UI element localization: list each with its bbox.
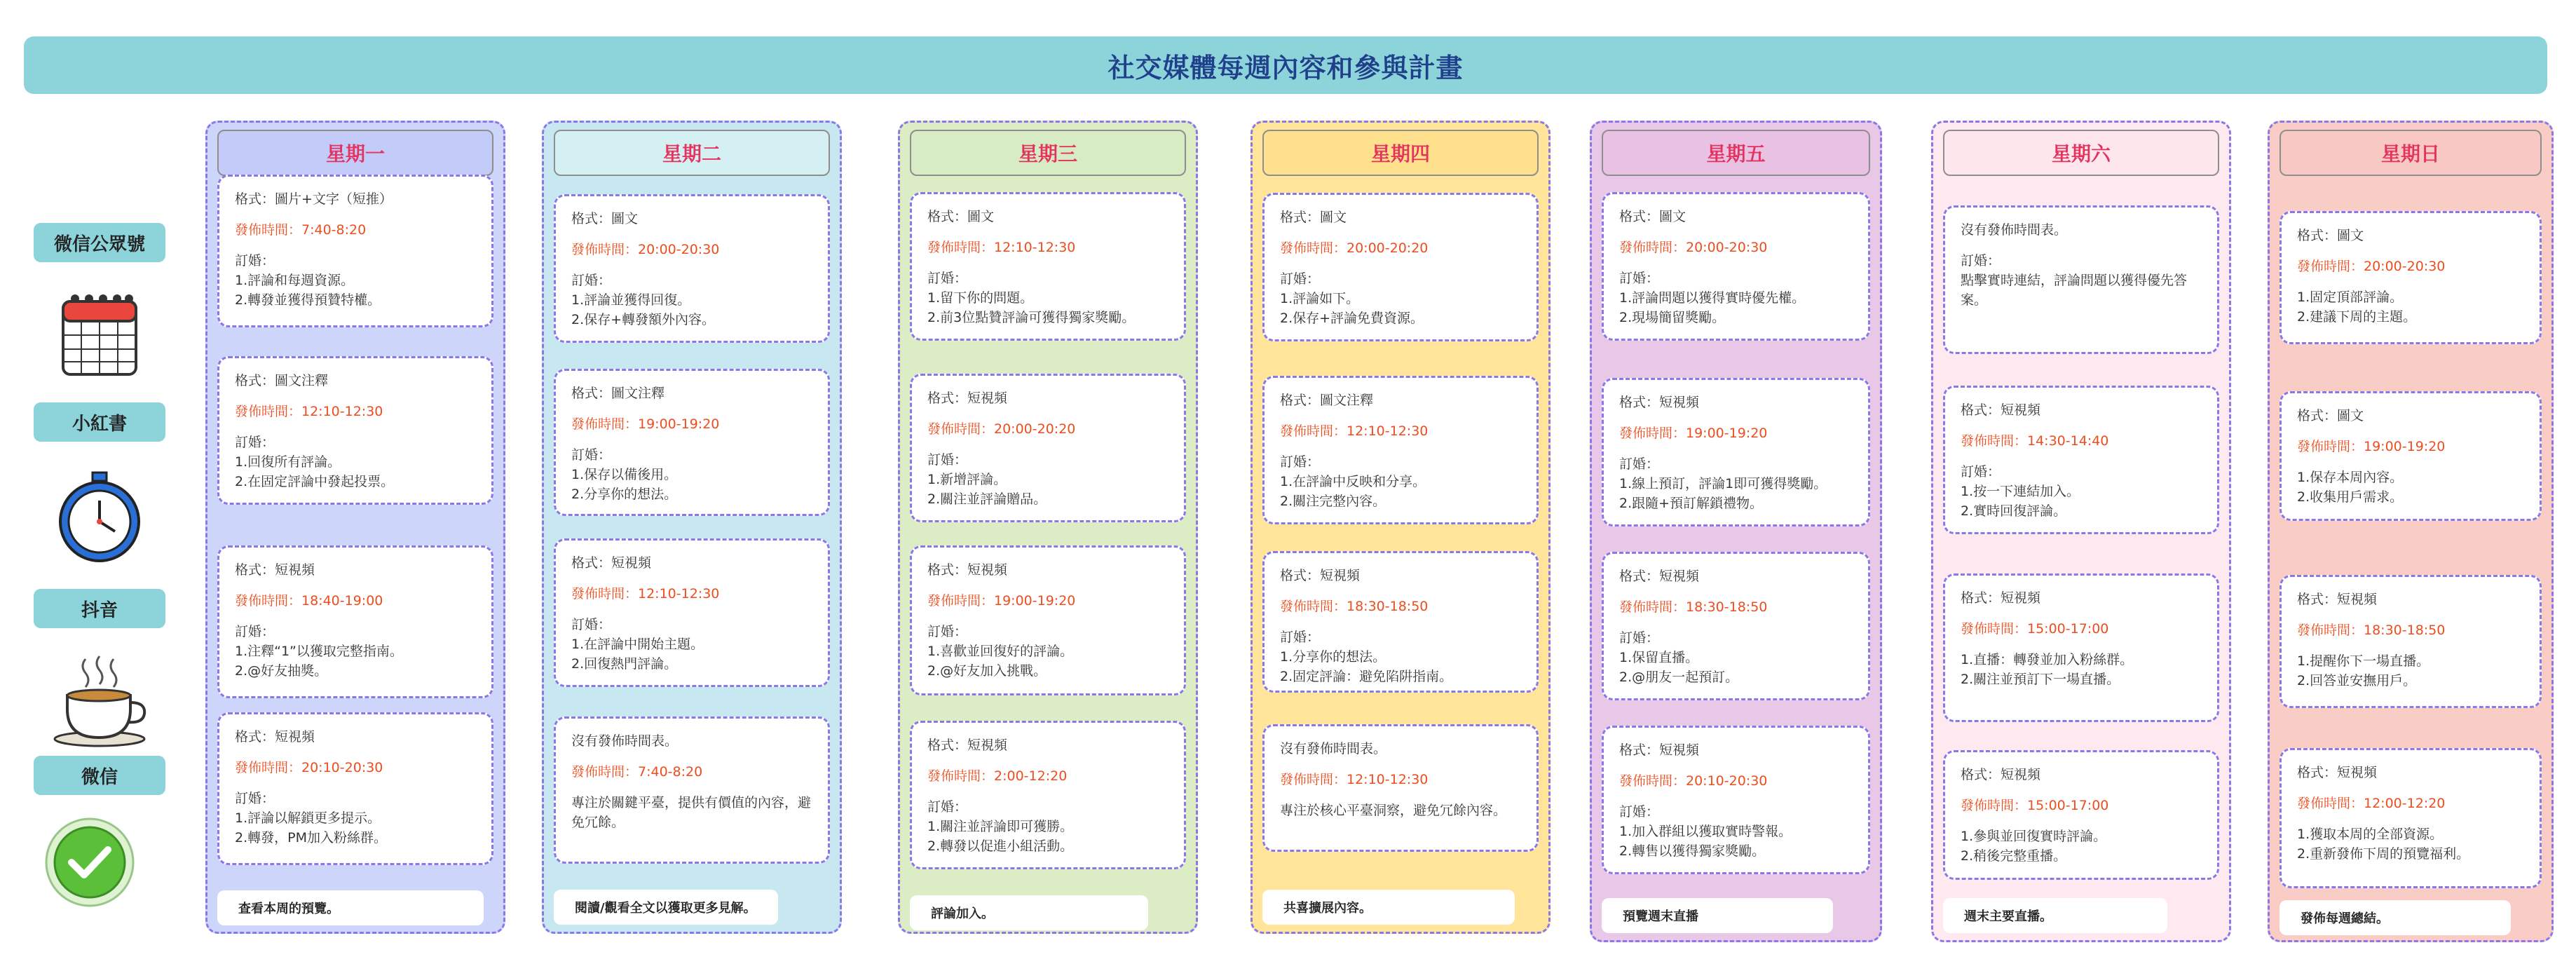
card-format: 格式：圖文注釋: [571, 386, 665, 401]
card-engagement-text: 訂婚： 1.新增評論。 2.關注並評論贈品。: [927, 452, 1047, 507]
schedule-card: [1943, 386, 2219, 534]
card-post-time: 發佈時間：18:30-18:50: [2297, 623, 2446, 638]
card-format: 格式：短視頻: [1619, 395, 1700, 410]
day-footer-note: 發佈每週總結。: [2279, 900, 2511, 935]
card-engagement-text: 專注於核心平臺洞察，避免冗餘內容。: [1280, 803, 1507, 818]
day-header: 星期一: [217, 130, 493, 176]
card-format: 格式：短視頻: [927, 562, 1008, 578]
card-post-time: 發佈時間：12:10-12:30: [927, 240, 1076, 255]
card-engagement-text: 1.固定頂部評論。 2.建議下周的主題。: [2297, 290, 2417, 325]
stopwatch-icon: [43, 470, 156, 568]
card-engagement-text: 專注於關鍵平臺，提供有價值的內容，避免冗餘。: [571, 795, 812, 830]
calendar-icon: [43, 286, 156, 384]
card-post-time: 發佈時間：14:30-14:40: [1961, 433, 2109, 449]
card-post-time: 發佈時間：12:10-12:30: [571, 586, 720, 602]
card-post-time: 發佈時間：20:00-20:30: [1619, 240, 1768, 255]
card-post-time: 發佈時間：15:00-17:00: [1961, 621, 2109, 637]
card-format: 格式：短視頻: [2297, 765, 2378, 780]
day-header: 星期四: [1262, 130, 1539, 176]
card-post-time: 發佈時間：20:00-20:30: [2297, 259, 2446, 274]
card-engagement-text: 訂婚： 1.線上預訂，評論1即可獲得獎勵。 2.跟隨+預訂解鎖禮物。: [1619, 456, 1827, 511]
schedule-card: [217, 545, 493, 698]
schedule-card: [1943, 205, 2219, 354]
card-format: 格式：短視頻: [927, 390, 1008, 406]
day-header: 星期六: [1943, 130, 2219, 176]
card-engagement-text: 訂婚： 點擊實時連結，評論問題以獲得優先答案。: [1961, 253, 2188, 308]
card-post-time: 發佈時間：20:00-20:20: [1280, 240, 1429, 256]
day-header: 星期三: [910, 130, 1186, 176]
day-header: 星期五: [1602, 130, 1870, 176]
card-format: 格式：圖片+文字（短推）: [235, 191, 393, 207]
schedule-card: [910, 192, 1186, 341]
card-post-time: 發佈時間：7:40-8:20: [571, 764, 703, 780]
schedule-card: [554, 716, 830, 864]
schedule-card: [1262, 193, 1539, 341]
card-engagement-text: 1.保存本周內容。 2.收集用戶需求。: [2297, 470, 2404, 505]
day-column-mon: [205, 121, 505, 934]
day-footer-note: 評論加入。: [910, 895, 1148, 930]
schedule-card: [1602, 192, 1870, 341]
card-post-time: 發佈時間：19:00-19:20: [1619, 426, 1768, 441]
card-post-time: 發佈時間：12:10-12:30: [1280, 772, 1429, 787]
card-post-time: 發佈時間：19:00-19:20: [571, 416, 720, 432]
card-format: 格式：短視頻: [1619, 569, 1700, 584]
schedule-card: [554, 538, 830, 687]
schedule-card: [554, 369, 830, 516]
page-title-bar: [24, 36, 2547, 94]
card-post-time: 發佈時間：12:10-12:30: [1280, 423, 1429, 439]
card-post-time: 發佈時間：19:00-19:20: [927, 593, 1076, 609]
card-format: 格式：短視頻: [1280, 568, 1361, 583]
card-format: 格式：圖文: [2297, 228, 2364, 243]
day-column-thu: [1250, 121, 1551, 934]
card-format: 格式：短視頻: [927, 738, 1008, 753]
schedule-card: [217, 175, 493, 327]
card-engagement-text: 訂婚： 1.按一下連結加入。 2.實時回復評論。: [1961, 464, 2080, 519]
card-post-time: 發佈時間：18:30-18:50: [1619, 599, 1768, 615]
card-engagement-text: 1.直播：轉發並加入粉絲群。 2.關注並預訂下一場直播。: [1961, 652, 2134, 687]
card-engagement-text: 1.參與並回復實時評論。 2.稍後完整重播。: [1961, 829, 2107, 864]
card-format: 格式：短視頻: [235, 729, 315, 745]
card-post-time: 發佈時間：2:00-12:20: [927, 768, 1068, 784]
card-post-time: 發佈時間：20:10-20:30: [1619, 773, 1768, 789]
card-engagement-text: 訂婚： 1.在評論中反映和分享。 2.關注完整內容。: [1280, 454, 1426, 509]
platform-label-wechat: 微信: [34, 756, 165, 795]
card-format: 格式：圖文: [1280, 210, 1347, 225]
schedule-card: [910, 545, 1186, 695]
card-engagement-text: 1.提醒你下一場直播。 2.回答並安撫用戶。: [2297, 653, 2430, 688]
schedule-card: [910, 374, 1186, 522]
card-format: 格式：短視頻: [571, 555, 652, 571]
schedule-card: [1262, 551, 1539, 693]
card-format: 格式：圖文: [2297, 408, 2364, 423]
card-engagement-text: 訂婚： 1.喜歡並回復好的評論。 2.@好友加入挑戰。: [927, 624, 1074, 679]
platform-label-xiaohongshu: 小紅書: [34, 402, 165, 442]
card-format: 格式：圖文: [571, 211, 639, 226]
card-post-time: 發佈時間：15:00-17:00: [1961, 798, 2109, 813]
card-format: 格式：圖文: [927, 209, 995, 224]
platform-label-douyin: 抖音: [34, 589, 165, 628]
schedule-card: [217, 356, 493, 505]
checkmark-icon: [43, 813, 156, 911]
platform-label-wechat-official: 微信公眾號: [34, 223, 165, 262]
card-post-time: 發佈時間：20:10-20:30: [235, 760, 383, 775]
card-engagement-text: 訂婚： 1.注釋“1”以獲取完整指南。 2.@好友抽獎。: [235, 624, 403, 679]
card-engagement-text: 訂婚： 1.回復所有評論。 2.在固定評論中發起投票。: [235, 435, 395, 489]
schedule-card: [910, 721, 1186, 869]
day-footer-note: 預覽週末直播: [1602, 898, 1833, 933]
card-engagement-text: 訂婚： 1.評論和每週資源。 2.轉發並獲得預贊特權。: [235, 253, 381, 308]
card-format: 格式：短視頻: [2297, 592, 2378, 607]
day-column-tue: [542, 121, 842, 934]
schedule-card: [1602, 378, 1870, 527]
card-engagement-text: 訂婚： 1.在評論中開始主題。 2.回復熱門評論。: [571, 617, 704, 672]
schedule-card: [1262, 724, 1539, 852]
day-footer-note: 查看本周的預覽。: [217, 890, 484, 925]
schedule-card: [1943, 573, 2219, 722]
card-post-time: 發佈時間：12:00-12:20: [2297, 796, 2446, 811]
schedule-card: [554, 194, 830, 343]
card-engagement-text: 1.獲取本周的全部資源。 2.重新發佈下周的預覽福利。: [2297, 827, 2470, 862]
day-footer-note: 閱讀/觀看全文以獲取更多見解。: [554, 890, 778, 925]
card-format: 沒有發佈時間表。: [571, 733, 679, 749]
card-engagement-text: 訂婚： 1.保存以備後用。 2.分享你的想法。: [571, 447, 678, 502]
card-engagement-text: 訂婚： 1.保留直播。 2.@朋友一起預訂。: [1619, 630, 1739, 685]
day-column-fri: [1590, 121, 1882, 942]
day-column-sun: [2268, 121, 2554, 942]
card-format: 格式：圖文注釋: [235, 373, 329, 388]
card-post-time: 發佈時間：12:10-12:30: [235, 404, 383, 419]
schedule-card: [1602, 726, 1870, 874]
day-column-wed: [898, 121, 1198, 934]
card-post-time: 發佈時間：20:00-20:30: [571, 242, 720, 257]
day-header: 星期二: [554, 130, 830, 176]
coffee-cup-icon: [43, 652, 156, 750]
day-header: 星期日: [2279, 130, 2542, 176]
card-engagement-text: 訂婚： 1.評論如下。 2.保存+評論免費資源。: [1280, 271, 1424, 326]
page-title: 社交媒體每週內容和參與計畫: [1108, 52, 1464, 83]
card-post-time: 發佈時間：19:00-19:20: [2297, 439, 2446, 454]
schedule-card: [217, 712, 493, 865]
day-footer-note: 週末主要直播。: [1943, 898, 2167, 933]
card-format: 沒有發佈時間表。: [1280, 741, 1387, 756]
day-footer-note: 共喜擴展內容。: [1262, 890, 1515, 925]
card-format: 格式：圖文注釋: [1280, 393, 1374, 408]
card-post-time: 發佈時間：20:00-20:20: [927, 421, 1076, 437]
card-post-time: 發佈時間：18:30-18:50: [1280, 599, 1429, 614]
card-engagement-text: 訂婚： 1.評論並獲得回復。 2.保存+轉發額外內容。: [571, 273, 716, 327]
card-engagement-text: 訂婚： 1.分享你的想法。 2.固定評論：避免陷阱指南。: [1280, 630, 1453, 684]
card-engagement-text: 訂婚： 1.留下你的問題。 2.前3位點贊評論可獲得獨家獎勵。: [927, 271, 1136, 325]
card-format: 格式：短視頻: [1961, 767, 2041, 782]
card-post-time: 發佈時間：18:40-19:00: [235, 593, 383, 609]
schedule-card: [1602, 552, 1870, 700]
card-engagement-text: 訂婚： 1.評論問題以獲得實時優先權。 2.現場簡留獎勵。: [1619, 271, 1806, 325]
card-post-time: 發佈時間：7:40-8:20: [235, 222, 367, 238]
card-format: 沒有發佈時間表。: [1961, 222, 2068, 238]
schedule-card: [1262, 376, 1539, 524]
card-engagement-text: 訂婚： 1.關注並評論即可獲勝。 2.轉發以促進小組活動。: [927, 799, 1074, 854]
card-engagement-text: 訂婚： 1.評論以解鎖更多提示。 2.轉發，PM加入粉絲群。: [235, 791, 387, 845]
card-engagement-text: 訂婚： 1.加入群組以獲取實時警報。 2.轉售以獲得獨家獎勵。: [1619, 804, 1792, 859]
schedule-card: [2279, 748, 2542, 888]
card-format: 格式：圖文: [1619, 209, 1686, 224]
card-format: 格式：短視頻: [1961, 590, 2041, 606]
schedule-card: [2279, 575, 2542, 708]
card-format: 格式：短視頻: [1619, 742, 1700, 758]
schedule-card: [2279, 391, 2542, 521]
day-column-sat: [1931, 121, 2231, 942]
card-format: 格式：短視頻: [1961, 402, 2041, 418]
schedule-card: [2279, 211, 2542, 344]
schedule-card: [1943, 750, 2219, 880]
card-format: 格式：短視頻: [235, 562, 315, 578]
